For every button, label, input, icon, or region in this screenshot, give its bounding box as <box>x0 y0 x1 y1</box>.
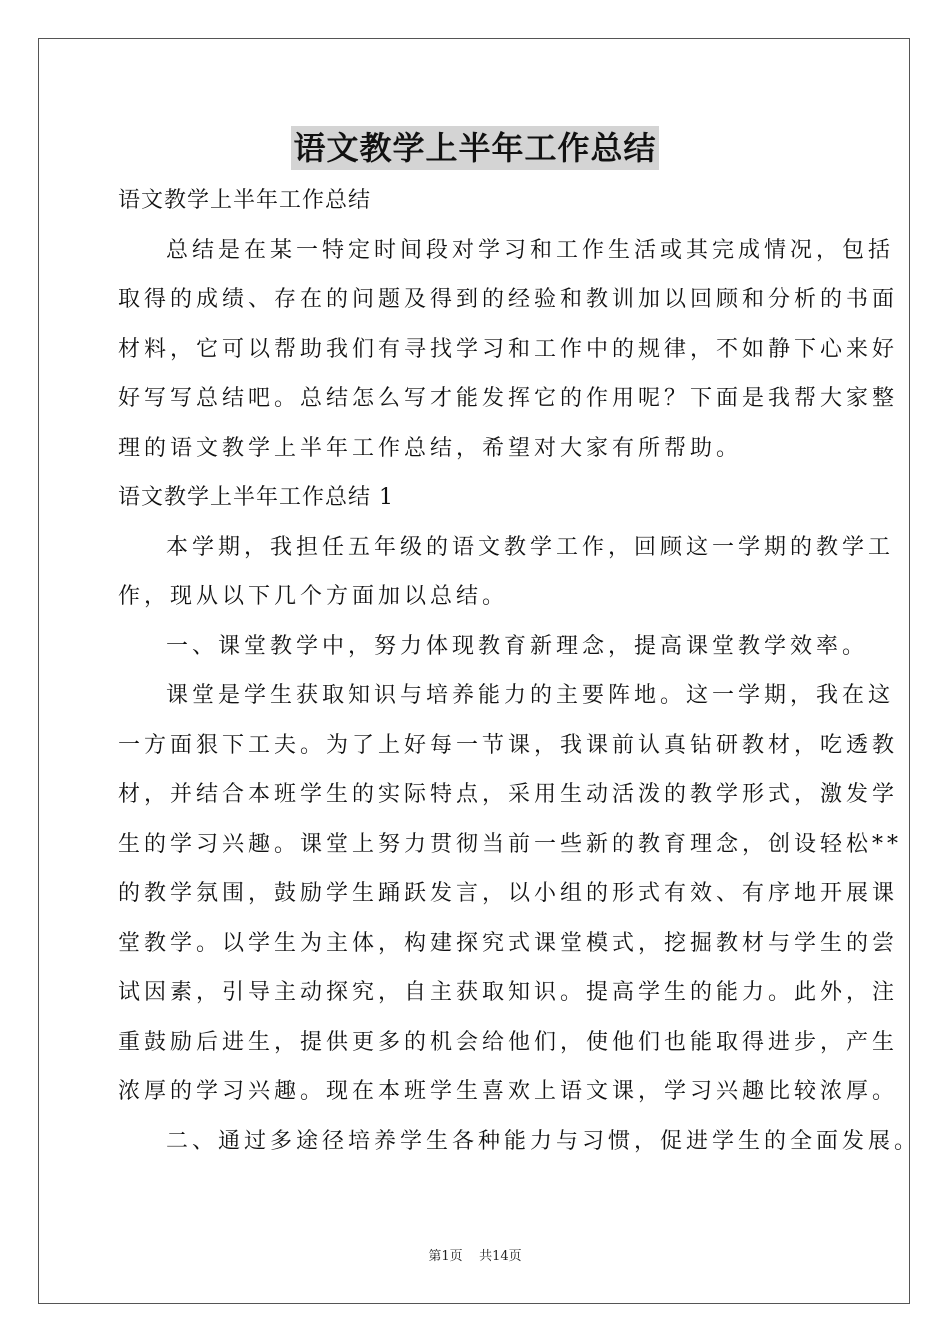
paragraph-line: 二、通过多途径培养学生各种能力与习惯，促进学生的全面发展。 <box>166 1128 921 1154</box>
paragraph-line: 好写写总结吧。总结怎么写才能发挥它的作用呢？下面是我帮大家整 <box>118 386 899 411</box>
section-heading: 语文教学上半年工作总结 <box>118 188 372 213</box>
paragraph-line: 的教学氛围，鼓励学生踊跃发言，以小组的形式有效、有序地开展课 <box>118 881 899 906</box>
paragraph-line: 重鼓励后进生，提供更多的机会给他们，使他们也能取得进步，产生 <box>118 1029 899 1055</box>
paragraph-line: 浓厚的学习兴趣。现在本班学生喜欢上语文课，学习兴趣比较浓厚。 <box>118 1079 899 1104</box>
paragraph-line: 本学期，我担任五年级的语文教学工作，回顾这一学期的教学工 <box>166 534 895 560</box>
paragraph-line: 取得的成绩、存在的问题及得到的经验和教训加以回顾和分析的书面 <box>118 287 899 312</box>
section-heading: 语文教学上半年工作总结 1 <box>118 485 394 510</box>
paragraph-line: 一、课堂教学中，努力体现教育新理念，提高课堂教学效率。 <box>166 633 869 659</box>
paragraph-line: 生的学习兴趣。课堂上努力贯彻当前一些新的教育理念，创设轻松** <box>118 831 903 857</box>
paragraph-line: 材，并结合本班学生的实际特点，采用生动活泼的教学形式，激发学 <box>118 782 899 807</box>
paragraph-line: 理的语文教学上半年工作总结，希望对大家有所帮助。 <box>118 435 743 461</box>
document-title <box>0 126 950 170</box>
document-body <box>118 176 921 1166</box>
paragraph-line: 试因素，引导主动探究，自主获取知识。提高学生的能力。此外，注 <box>118 980 899 1005</box>
paragraph-line: 作，现从以下几个方面加以总结。 <box>118 584 509 609</box>
paragraph-line: 一方面狠下工夫。为了上好每一节课，我课前认真钻研教材，吃透教 <box>118 732 899 758</box>
paragraph-line: 堂教学。以学生为主体，构建探究式课堂模式，挖掘教材与学生的尝 <box>118 930 899 956</box>
page-footer: 第1页 共14页 <box>428 1249 522 1264</box>
document-title-text: 语文教学上半年工作总结 <box>291 126 658 170</box>
paragraph-line: 课堂是学生获取知识与培养能力的主要阵地。这一学期，我在这 <box>166 683 895 708</box>
paragraph-line: 材料，它可以帮助我们有寻找学习和工作中的规律，不如静下心来好 <box>118 336 899 362</box>
paragraph-line: 总结是在某一特定时间段对学习和工作生活或其完成情况，包括 <box>166 237 895 263</box>
